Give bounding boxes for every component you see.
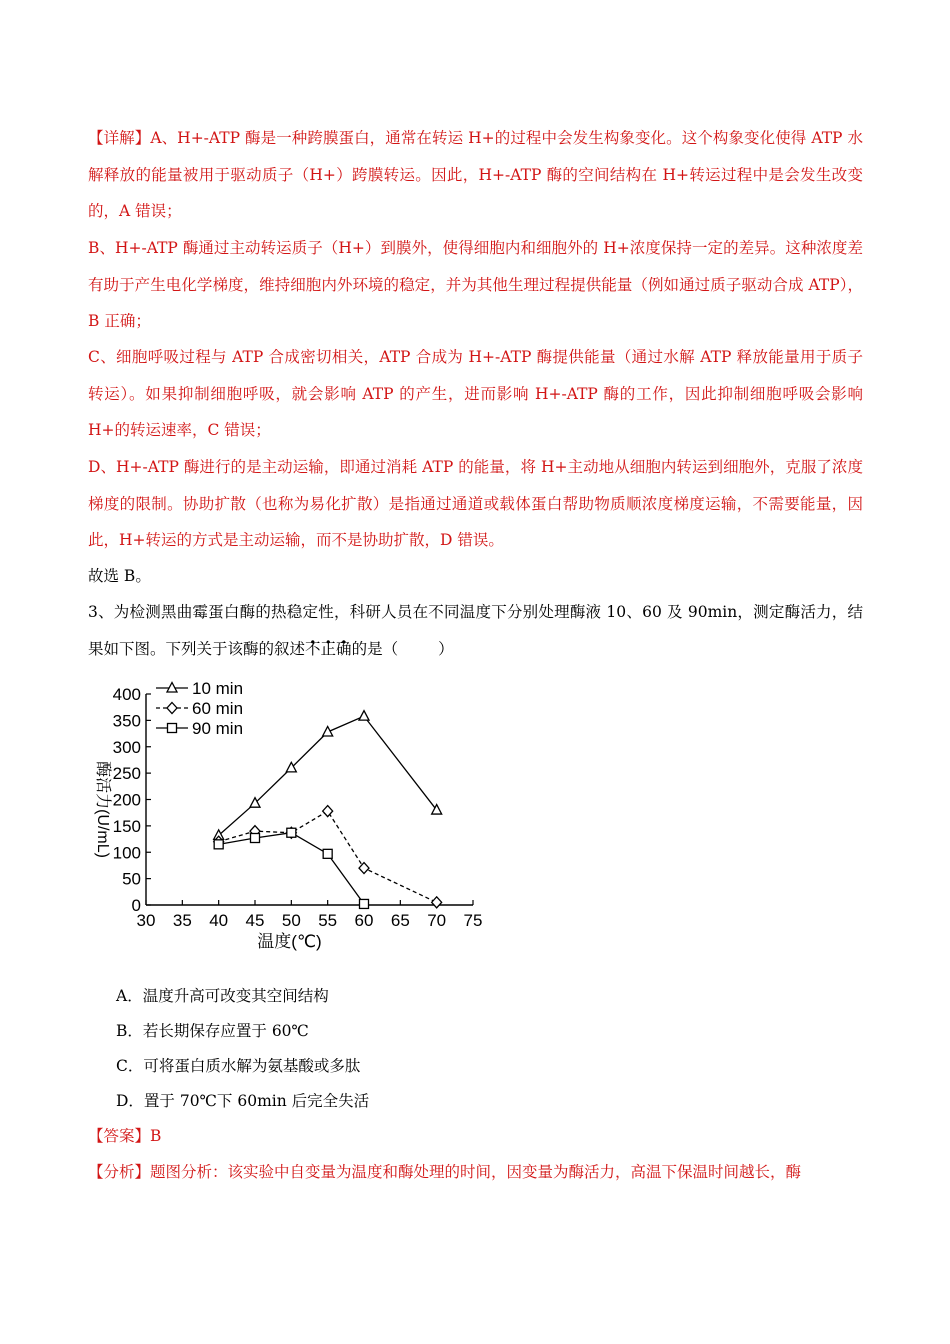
y-tick-label: 100 — [112, 843, 141, 863]
diamond-marker — [323, 806, 333, 817]
explanation-b: B、H+-ATP 酶通过主动转运质子（H+）到膜外，使得细胞内和细胞外的 H+浓度保持一定的差异。这种浓度差有助于产生电化学梯度，维持细胞内外环境的稳定，并为其他生理过程提供能量（例如通过质子驱动合成 ATP），B 正确； — [88, 239, 863, 330]
option-b: B．若长期保存应置于 60℃ — [116, 1022, 309, 1040]
triangle-marker — [167, 683, 177, 693]
x-axis-label: 温度(℃) — [257, 932, 322, 951]
diamond-marker — [432, 897, 442, 908]
x-tick-label: 70 — [427, 911, 447, 930]
legend-label: 10 min — [192, 679, 244, 698]
explanation-tag: 【详解】 — [88, 129, 151, 147]
x-tick-label: 45 — [245, 911, 265, 930]
triangle-marker — [323, 726, 333, 736]
x-tick-label: 50 — [281, 911, 301, 930]
square-marker — [168, 724, 177, 733]
y-tick-label: 150 — [112, 816, 141, 836]
y-tick-label: 300 — [112, 737, 141, 757]
x-tick-label: 60 — [354, 911, 374, 930]
emphasis-char: 不 — [305, 639, 321, 658]
question-stem-end: 的是（ — [351, 639, 399, 658]
diamond-marker — [359, 863, 369, 874]
square-marker — [323, 849, 332, 858]
explanation-a — [88, 120, 863, 230]
enzyme-activity-chart — [88, 670, 498, 955]
explanation-a-text: A、H+-ATP 酶是一种跨膜蛋白，通常在转运 H+的过程中会发生构象变化。这个构象变化使得 ATP 水解释放的能量被用于驱动质子（H+）跨膜转运。因此，H+-ATP 酶的空间结构在 H+转运过程中是会发生改变的，A 错误； — [88, 129, 863, 220]
x-tick-label: 40 — [209, 911, 229, 930]
y-axis-label: 酶活力(U/mL) — [94, 761, 111, 858]
answer-line — [88, 1118, 863, 1155]
option-a: A．温度升高可改变其空间结构 — [116, 987, 329, 1005]
option-c: C．可将蛋白质水解为氨基酸或多肽 — [116, 1057, 361, 1075]
x-tick-label: 55 — [318, 911, 338, 930]
square-marker — [251, 834, 260, 843]
x-tick-label: 75 — [463, 911, 483, 930]
legend-label: 90 min — [192, 719, 244, 738]
question-stem-close: ） — [438, 639, 454, 658]
emphasis-char: 确 — [336, 639, 352, 658]
x-tick-label: 65 — [390, 911, 410, 930]
y-tick-label: 50 — [122, 869, 141, 889]
x-tick-label: 30 — [136, 911, 156, 930]
emphasis-char: 正 — [320, 639, 337, 658]
triangle-marker — [359, 711, 369, 721]
legend-label: 60 min — [192, 699, 244, 718]
y-tick-label: 200 — [112, 790, 141, 810]
diamond-marker — [167, 703, 177, 714]
y-tick-label: 350 — [112, 711, 141, 731]
series-line — [219, 833, 364, 904]
y-tick-label: 0 — [131, 896, 141, 915]
explanation-d: D、H+-ATP 酶进行的是主动运输，即通过消耗 ATP 的能量，将 H+主动地从细胞内转运到细胞外，克服了浓度梯度的限制。协助扩散（也称为易化扩散）是指通过通道或载体蛋白帮助物质顺浓度梯度运输，不需要能量，因此，H+转运的方式是主动运输，而不是协助扩散，D 错误。 — [88, 458, 863, 549]
y-tick-label: 250 — [112, 764, 141, 784]
answer-tag: 【答案】 — [88, 1127, 151, 1145]
option-d: D．置于 70℃下 60min 后完全失活 — [116, 1092, 370, 1110]
square-marker — [214, 840, 223, 849]
analysis-text: 题图分析：该实验中自变量为温度和酶处理的时间，因变量为酶活力，高温下保温时间越长，酶 — [150, 1163, 802, 1181]
explanation-c: C、细胞呼吸过程与 ATP 合成密切相关，ATP 合成为 H+-ATP 酶提供能量（通过水解 ATP 释放能量用于质子转运）。如果抑制细胞呼吸，就会影响 ATP 的产生，进而影响 H+-ATP 酶的工作，因此抑制细胞呼吸会影响 H+的转运速率，C 错误； — [88, 348, 863, 439]
x-tick-label: 35 — [172, 911, 192, 930]
square-marker — [360, 899, 369, 908]
analysis-line — [88, 1154, 863, 1191]
square-marker — [287, 828, 296, 837]
question-stem-text: 3、为检测黑曲霉蛋白酶的热稳定性，科研人员在不同温度下分别处理酶液 10、60 及 90min，测定酶活力，结果如下图。下列关于该酶的叙述 — [88, 603, 863, 658]
explanation-conclusion: 故选 B。 — [88, 567, 151, 585]
y-tick-label: 400 — [112, 685, 141, 704]
analysis-tag: 【分析】 — [88, 1163, 151, 1181]
question-stem — [88, 594, 863, 667]
answer-value: B — [150, 1127, 162, 1145]
